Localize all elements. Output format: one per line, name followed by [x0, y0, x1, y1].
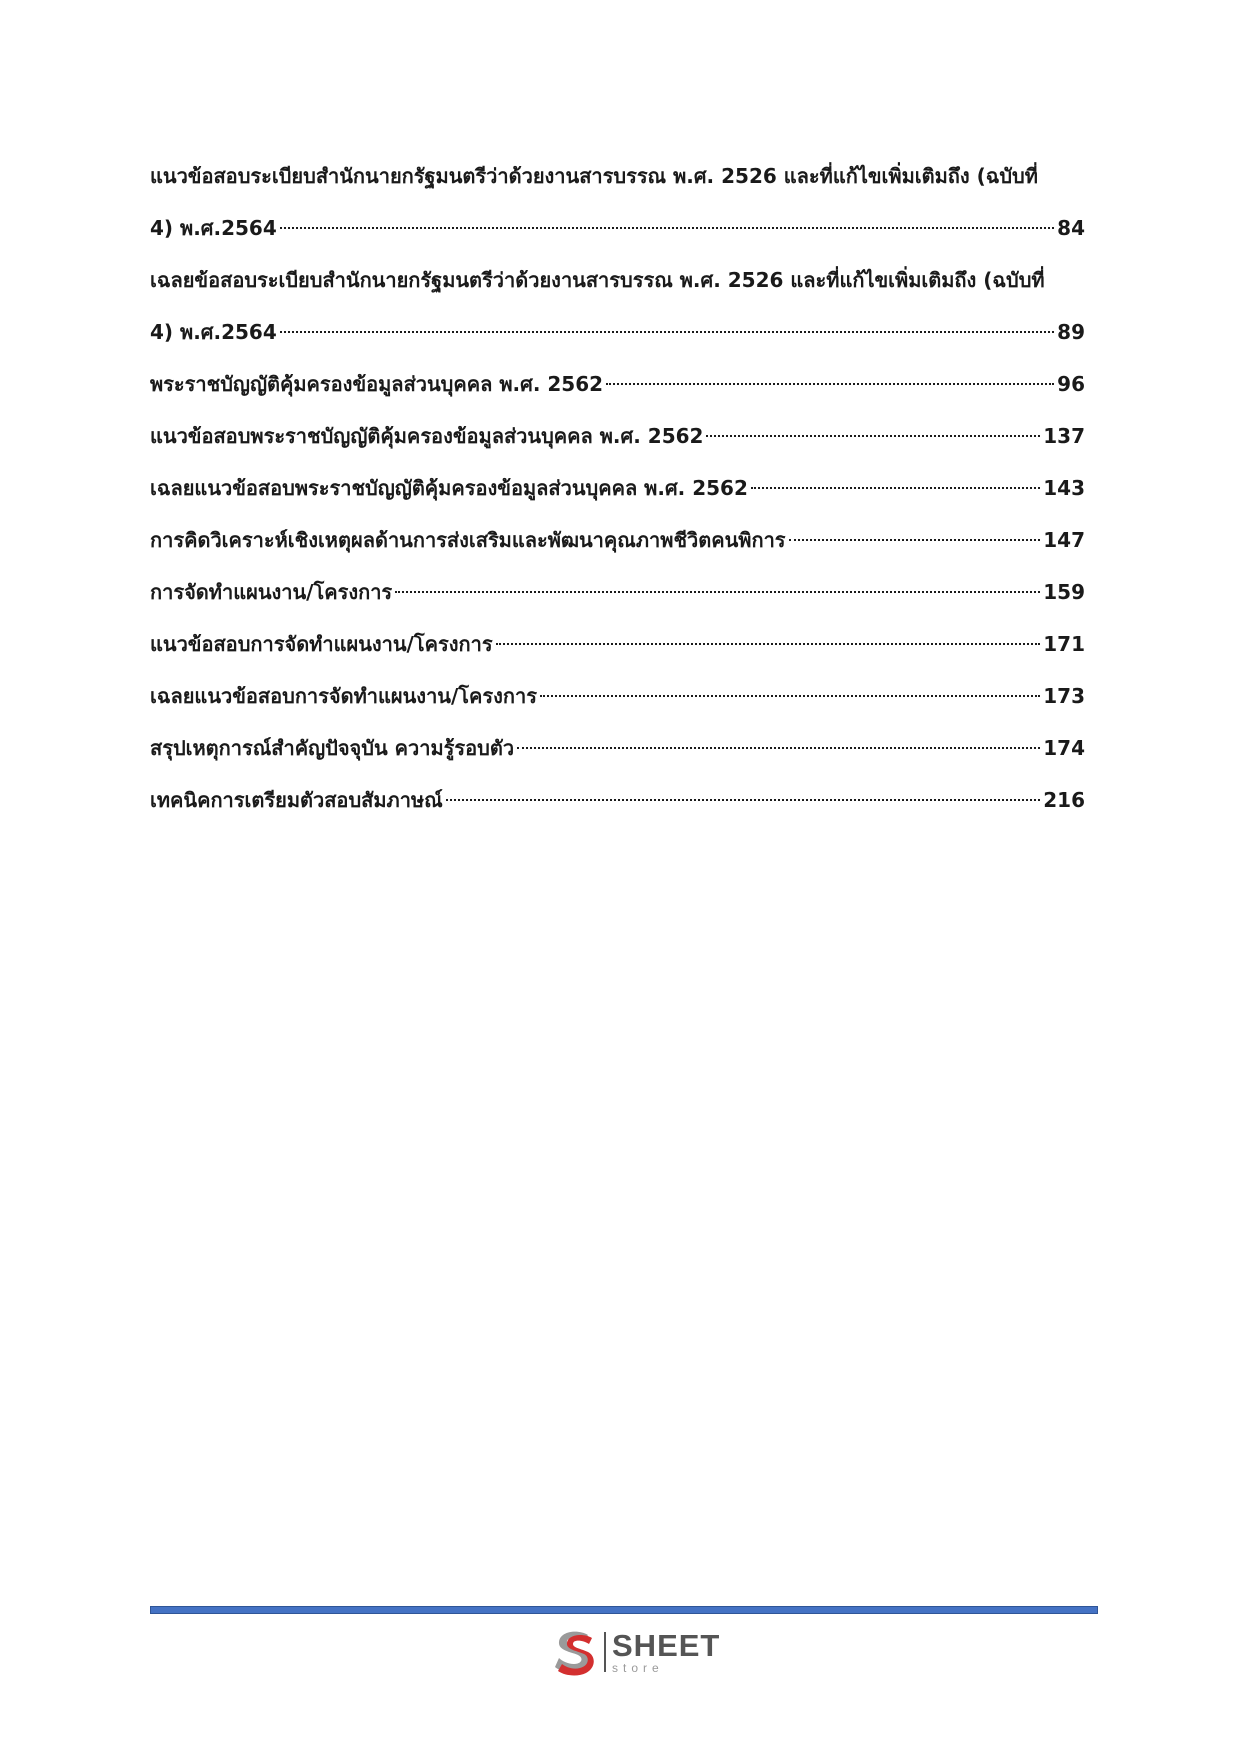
toc-entry-title-line: แนวข้อสอบระเบียบสำนักนายกรัฐมนตรีว่าด้วยงานสารบรรณ พ.ศ. 2526 และที่แก้ไขเพิ่มเติมถึง (ฉบับที่: [150, 164, 1038, 188]
toc-page-number: 171: [1043, 632, 1085, 656]
toc-entry-title: 4) พ.ศ.2564: [150, 216, 277, 240]
toc-entry-title: การจัดทำแผนงาน/โครงการ: [150, 580, 393, 604]
toc-entry-title: พระราชบัญญัติคุ้มครองข้อมูลส่วนบุคคล พ.ศ. 2562: [150, 372, 604, 396]
logo-sub-text: store: [612, 1661, 664, 1675]
toc-entry-title: สรุปเหตุการณ์สำคัญปัจจุบัน ความรู้รอบตัว: [150, 736, 515, 760]
toc-dot-leader: [395, 591, 1040, 593]
toc-dot-leader: [446, 799, 1041, 801]
sheet-store-s-icon: [548, 1626, 600, 1678]
toc-entry-title: แนวข้อสอบพระราชบัญญัติคุ้มครองข้อมูลส่วนบุคคล พ.ศ. 2562: [150, 424, 704, 448]
toc-page-number: 147: [1043, 528, 1085, 552]
toc-entry[interactable]: [150, 254, 1085, 358]
toc-entry[interactable]: [150, 462, 1085, 514]
toc-entry-title: เฉลยแนวข้อสอบการจัดทำแผนงาน/โครงการ: [150, 684, 537, 708]
table-of-contents: [150, 150, 1085, 826]
logo-separator: [604, 1632, 606, 1672]
footer-logo: [548, 1626, 720, 1678]
toc-entry[interactable]: [150, 358, 1085, 410]
toc-dot-leader: [280, 331, 1054, 333]
toc-entry-title: เฉลยแนวข้อสอบพระราชบัญญัติคุ้มครองข้อมูลส่วนบุคคล พ.ศ. 2562: [150, 476, 748, 500]
logo-main-text: SHEET: [612, 1628, 721, 1663]
toc-entry[interactable]: [150, 514, 1085, 566]
toc-page-number: 137: [1043, 424, 1085, 448]
toc-page-number: 84: [1057, 216, 1085, 240]
toc-entry-title: การคิดวิเคราะห์เชิงเหตุผลด้านการส่งเสริมและพัฒนาคุณภาพชีวิตคนพิการ: [150, 528, 786, 552]
toc-dot-leader: [540, 695, 1040, 697]
toc-page-number: 174: [1043, 736, 1085, 760]
toc-entry[interactable]: [150, 722, 1085, 774]
toc-page-number: 143: [1043, 476, 1085, 500]
toc-entry[interactable]: [150, 618, 1085, 670]
toc-page-number: 89: [1057, 320, 1085, 344]
logo-wordmark: [612, 1630, 720, 1674]
toc-entry-title-line: เฉลยข้อสอบระเบียบสำนักนายกรัฐมนตรีว่าด้วยงานสารบรรณ พ.ศ. 2526 และที่แก้ไขเพิ่มเติมถึง (ฉบับที่: [150, 268, 1045, 292]
toc-entry[interactable]: [150, 670, 1085, 722]
toc-dot-leader: [280, 227, 1054, 229]
toc-entry[interactable]: [150, 150, 1085, 254]
toc-dot-leader: [751, 487, 1040, 489]
toc-page-number: 173: [1043, 684, 1085, 708]
toc-dot-leader: [706, 435, 1040, 437]
toc-entry[interactable]: [150, 566, 1085, 618]
toc-page-number: 96: [1057, 372, 1085, 396]
footer-divider-bar: [150, 1606, 1098, 1614]
toc-entry[interactable]: [150, 774, 1085, 826]
toc-page-number: 159: [1043, 580, 1085, 604]
toc-entry-title: เทคนิคการเตรียมตัวสอบสัมภาษณ์: [150, 788, 443, 812]
toc-entry-title: 4) พ.ศ.2564: [150, 320, 277, 344]
toc-dot-leader: [789, 539, 1041, 541]
toc-page-number: 216: [1043, 788, 1085, 812]
toc-dot-leader: [517, 747, 1040, 749]
toc-entry-title: แนวข้อสอบการจัดทำแผนงาน/โครงการ: [150, 632, 493, 656]
toc-entry[interactable]: [150, 410, 1085, 462]
toc-dot-leader: [606, 383, 1054, 385]
toc-dot-leader: [496, 643, 1041, 645]
